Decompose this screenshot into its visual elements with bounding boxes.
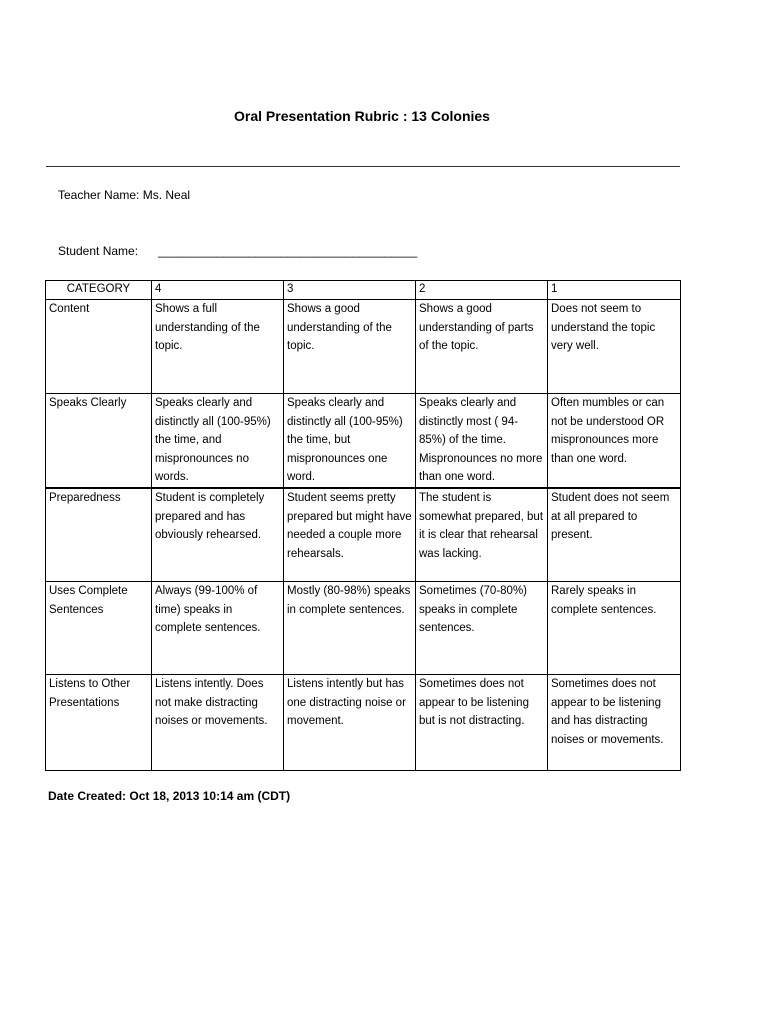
criteria-cell: Listens intently. Does not make distracting noises or movements. — [152, 674, 284, 770]
criteria-cell: Mostly (80-98%) speaks in complete sentences. — [284, 581, 416, 674]
category-cell: Preparedness — [46, 488, 152, 582]
criteria-cell: Speaks clearly and distinctly most ( 94-85%) of the time. Mispronounces no more than one word. — [416, 394, 548, 488]
criteria-cell: Sometimes does not appear to be listening but is not distracting. — [416, 674, 548, 770]
title-divider — [46, 166, 680, 167]
criteria-cell: Does not seem to understand the topic very well. — [548, 300, 681, 394]
criteria-cell: Student seems pretty prepared but might have needed a couple more rehearsals. — [284, 488, 416, 582]
rubric-row-complete-sentences — [46, 581, 681, 674]
rubric-table — [45, 280, 681, 771]
category-cell: Speaks Clearly — [46, 394, 152, 488]
criteria-cell: Shows a good understanding of parts of the topic. — [416, 300, 548, 394]
rubric-row-speaks-clearly — [46, 394, 681, 488]
rubric-row-preparedness — [46, 488, 681, 582]
criteria-cell: Rarely speaks in complete sentences. — [548, 581, 681, 674]
header-score-2: 2 — [416, 281, 548, 300]
criteria-cell: Sometimes (70-80%) speaks in complete sentences. — [416, 581, 548, 674]
criteria-cell: Often mumbles or can not be understood OR mispronounces more than one word. — [548, 394, 681, 488]
category-cell: Listens to Other Presentations — [46, 674, 152, 770]
criteria-cell: Always (99-100% of time) speaks in complete sentences. — [152, 581, 284, 674]
criteria-cell: Shows a good understanding of the topic. — [284, 300, 416, 394]
student-name-blank: ________________________________________ — [158, 244, 417, 258]
header-score-4: 4 — [152, 281, 284, 300]
criteria-cell: Speaks clearly and distinctly all (100-95%) the time, but mispronounces one word. — [284, 394, 416, 488]
header-score-3: 3 — [284, 281, 416, 300]
rubric-header-row — [46, 281, 681, 300]
teacher-name: Teacher Name: Ms. Neal — [58, 188, 191, 202]
criteria-cell: Sometimes does not appear to be listening and has distracting noises or movements. — [548, 674, 681, 770]
header-category: CATEGORY — [46, 281, 152, 300]
category-cell: Content — [46, 300, 152, 394]
page-title: Oral Presentation Rubric : 13 Colonies — [234, 108, 490, 124]
criteria-cell: Student does not seem at all prepared to present. — [548, 488, 681, 582]
date-created: Date Created: Oct 18, 2013 10:14 am (CDT) — [48, 789, 291, 803]
header-score-1: 1 — [548, 281, 681, 300]
criteria-cell: Listens intently but has one distracting noise or movement. — [284, 674, 416, 770]
rubric-row-content — [46, 300, 681, 394]
category-cell: Uses Complete Sentences — [46, 581, 152, 674]
criteria-cell: Speaks clearly and distinctly all (100-95%) the time, and mispronounces no words. — [152, 394, 284, 488]
criteria-cell: Shows a full understanding of the topic. — [152, 300, 284, 394]
student-name-row — [58, 244, 417, 258]
criteria-cell: The student is somewhat prepared, but it is clear that rehearsal was lacking. — [416, 488, 548, 582]
rubric-row-listens — [46, 674, 681, 770]
criteria-cell: Student is completely prepared and has obviously rehearsed. — [152, 488, 284, 582]
student-name-label: Student Name: — [58, 244, 139, 258]
